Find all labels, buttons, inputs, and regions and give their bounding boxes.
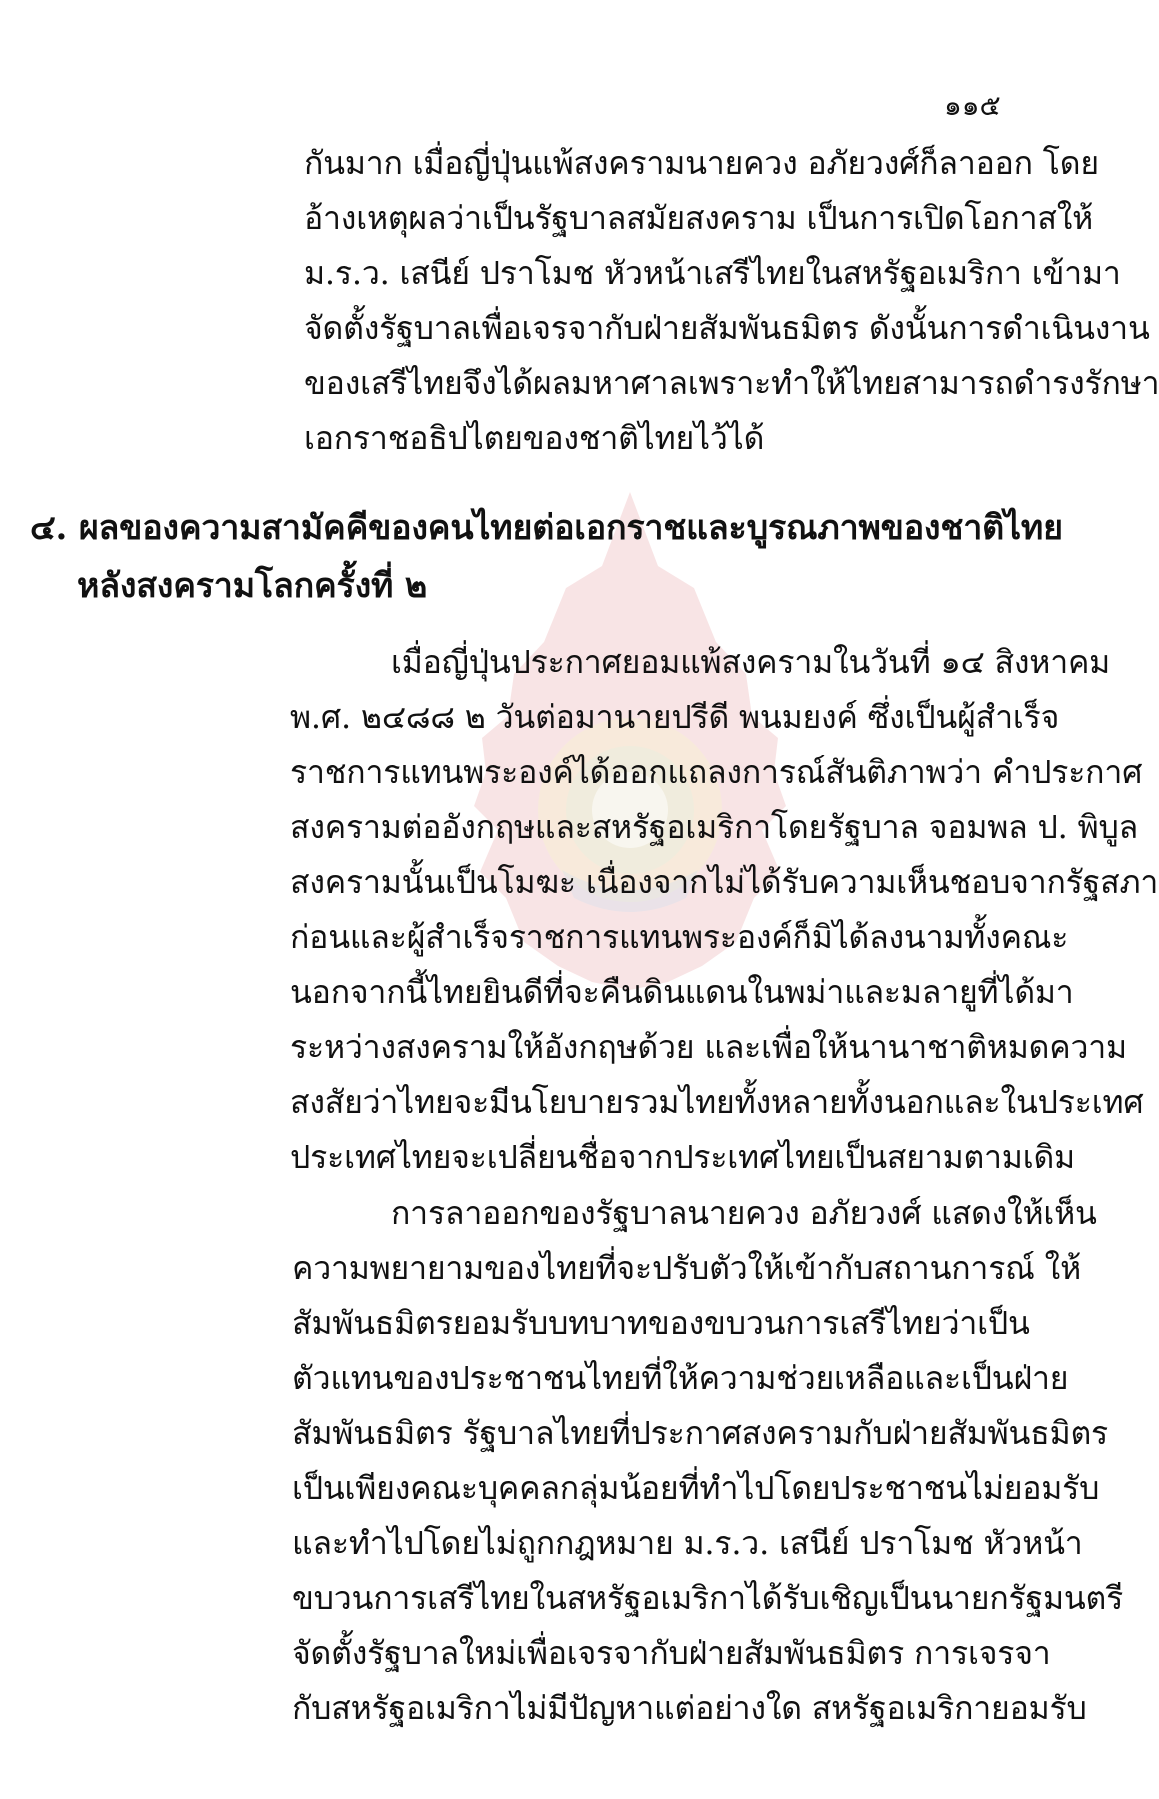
page-number: ๑๑๕ [944, 89, 1001, 122]
section-heading-line-1 [30, 500, 1063, 556]
paragraph-line: ม.ร.ว. เสนีย์ ปราโมช หัวหน้าเสรีไทยในสหรัฐอเมริกา เข้ามา [304, 254, 1121, 292]
paragraph-line: และทำไปโดยไม่ถูกกฎหมาย ม.ร.ว. เสนีย์ ปราโมช หัวหน้า [292, 1524, 1083, 1562]
paragraph-line: อ้างเหตุผลว่าเป็นรัฐบาลสมัยสงคราม เป็นการเปิดโอกาสให้ [304, 199, 1094, 237]
section-number: ๔. [30, 508, 68, 548]
paragraph-line: การลาออกของรัฐบาลนายควง อภัยวงศ์ แสดงให้เห็น [391, 1194, 1097, 1232]
paragraph-line: ขบวนการเสรีไทยในสหรัฐอเมริกาได้รับเชิญเป็นนายกรัฐมนตรี [292, 1579, 1124, 1617]
paragraph-line: ของเสรีไทยจึงได้ผลมหาศาลเพราะทำให้ไทยสามารถดำรงรักษา [304, 364, 1159, 402]
paragraph-line: ความพยายามของไทยที่จะปรับตัวให้เข้ากับสถานการณ์ ให้ [292, 1249, 1081, 1287]
paragraph-line: กันมาก เมื่อญี่ปุ่นแพ้สงครามนายควง อภัยวงศ์ก็ลาออก โดย [304, 144, 1099, 182]
paragraph-line: จัดตั้งรัฐบาลใหม่เพื่อเจรจากับฝ่ายสัมพันธมิตร การเจรจา [292, 1634, 1051, 1672]
paragraph-line: ระหว่างสงครามให้อังกฤษด้วย และเพื่อให้นานาชาติหมดความ [290, 1028, 1127, 1066]
paragraph-line: ก่อนและผู้สำเร็จราชการแทนพระองค์ก็มิได้ลงนามทั้งคณะ [290, 918, 1069, 956]
paragraph-line: สงครามต่ออังกฤษและสหรัฐอเมริกาโดยรัฐบาล จอมพล ป. พิบูล [290, 808, 1139, 846]
section-title-line-2: หลังสงครามโลกครั้งที่ ๒ [77, 566, 428, 606]
paragraph-line: ประเทศไทยจะเปลี่ยนชื่อจากประเทศไทยเป็นสยามตามเดิม [290, 1138, 1075, 1176]
paragraph-line: พ.ศ. ๒๔๘๘ ๒ วันต่อมานายปรีดี พนมยงค์ ซึ่งเป็นผู้สำเร็จ [290, 698, 1060, 736]
paragraph-line: สัมพันธมิตรยอมรับบทบาทของขบวนการเสรีไทยว่าเป็น [292, 1304, 1030, 1342]
paragraph-line: จัดตั้งรัฐบาลเพื่อเจรจากับฝ่ายสัมพันธมิตร ดังนั้นการดำเนินงาน [304, 309, 1150, 347]
paragraph-line: ตัวแทนของประชาชนไทยที่ให้ความช่วยเหลือและเป็นฝ่าย [292, 1359, 1069, 1397]
section-title-line-1: ผลของความสามัคคีของคนไทยต่อเอกราชและบูรณภาพของชาติไทย [78, 508, 1063, 548]
paragraph-line: ราชการแทนพระองค์ได้ออกแถลงการณ์สันติภาพว่า คำประกาศ [290, 753, 1143, 791]
paragraph-line: นอกจากนี้ไทยยินดีที่จะคืนดินแดนในพม่าและมลายูที่ได้มา [290, 973, 1074, 1011]
paragraph-line: กับสหรัฐอเมริกาไม่มีปัญหาแต่อย่างใด สหรัฐอเมริกายอมรับ [292, 1689, 1087, 1727]
paragraph-line: สงสัยว่าไทยจะมีนโยบายรวมไทยทั้งหลายทั้งนอกและในประเทศ [290, 1083, 1144, 1121]
paragraph-line: สงครามนั้นเป็นโมฆะ เนื่องจากไม่ได้รับความเห็นชอบจากรัฐสภา [290, 863, 1159, 901]
paragraph-line: สัมพันธมิตร รัฐบาลไทยที่ประกาศสงครามกับฝ่ายสัมพันธมิตร [292, 1414, 1109, 1452]
paragraph-line: เอกราชอธิปไตยของชาติไทยไว้ได้ [304, 419, 765, 457]
paragraph-line: เมื่อญี่ปุ่นประกาศยอมแพ้สงครามในวันที่ ๑๔ สิงหาคม [391, 643, 1111, 681]
paragraph-line: เป็นเพียงคณะบุคคลกลุ่มน้อยที่ทำไปโดยประชาชนไม่ยอมรับ [292, 1469, 1100, 1507]
